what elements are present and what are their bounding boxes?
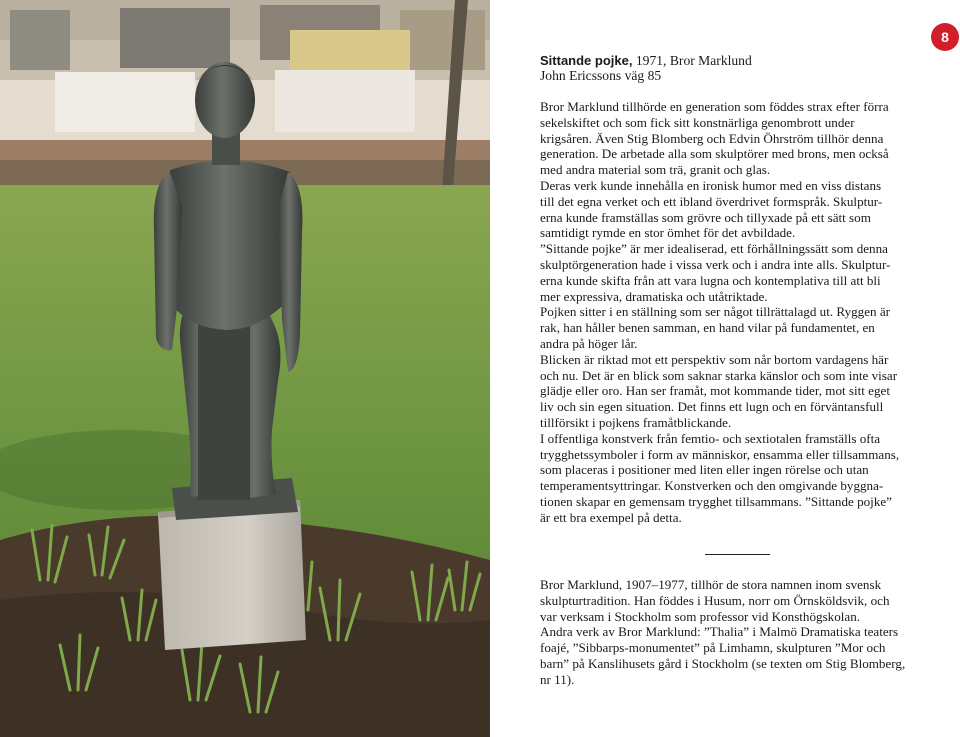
artwork-address: John Ericssons väg 85 <box>540 68 662 83</box>
bio-paragraph: Bror Marklund, 1907‒1977, tillhör de stora namnen inom svensk skulpturtradition. Han föddes i Husum, norr om Örnsköldsvik, och var verksam i Stockholm som professor vid Konsthögskolan. <box>540 577 890 624</box>
artist-bio <box>540 577 938 688</box>
paragraph: I offentliga konstverk från femtio- och sextiotalen framställs ofta trygghetssymboler i form av människor, ensamma eller tillsammans, som placeras i positioner med liten eller ingen rörelse och utan temperamentsyttringar. Konstverken och den omgivande byggna- tionen skapar en gemensam trygghet tillsammans. ”Sittande pojke” är ett bra exempel på detta. <box>540 430 900 525</box>
artwork-title-details: 1971, Bror Marklund <box>632 53 752 68</box>
page-number-badge: 8 <box>931 23 959 51</box>
artwork-title <box>540 53 752 69</box>
paragraph: ”Sittande pojke” är mer idealiserad, ett förhållningssätt som denna skulptörgeneration hade i vissa verk och i andra inte alls. Skulptur- erna kunde skifta från att vara lugna och kontemplativa till att bli mer expressiva, dramatiska och utåtriktade. <box>540 241 891 304</box>
paragraph: Blicken är riktad mot ett perspektiv som når bortom vardagens här och nu. Det är en blick som saknar starka känslor och som inte visar glädje eller oro. Han ser framåt, mot kommande tider, mot sitt eget liv och sin egen situation. Det finns ett lugn och en förväntansfull tillförsikt i pojkens framåtblickande. <box>540 351 898 430</box>
paragraph: Deras verk kunde innehålla en ironisk humor med en viss distans till det egna verket och ett ibland överdrivet formspråk. Skulptur- erna kunde framställas som grövre och tillyxade på ett sätt som samtidigt rymde en stor ömhet för det avbildade. <box>540 177 883 241</box>
paragraph: Bror Marklund tillhörde en generation som föddes strax efter förra sekelskiftet och som fick sitt konstnärliga genombrott under krigsåren. Även Stig Blomberg och Edvin Öhrström tillhör denna generation. De arbetade alla som skulptörer med brons, men också med andra material som trä, granit och glas. <box>540 99 889 178</box>
section-divider <box>705 554 770 555</box>
article-body <box>540 99 938 526</box>
artwork-title-name: Sittande pojke, <box>540 53 633 68</box>
bio-paragraph: Andra verk av Bror Marklund: ”Thalia” i Malmö Dramatiska teaters foajé, ”Sibbarps-monumentet” på Limhamn, skulpturen ”Mor och barn” på Kanslihusets gård i Stockholm (se texten om Stig Blomberg, nr 11). <box>540 624 906 687</box>
paragraph: Pojken sitter i en ställning som ser något tillrättalagd ut. Ryggen är rak, han håller benen samman, en hand vilar på fundamentet, en andra på höger lår. <box>540 304 891 351</box>
